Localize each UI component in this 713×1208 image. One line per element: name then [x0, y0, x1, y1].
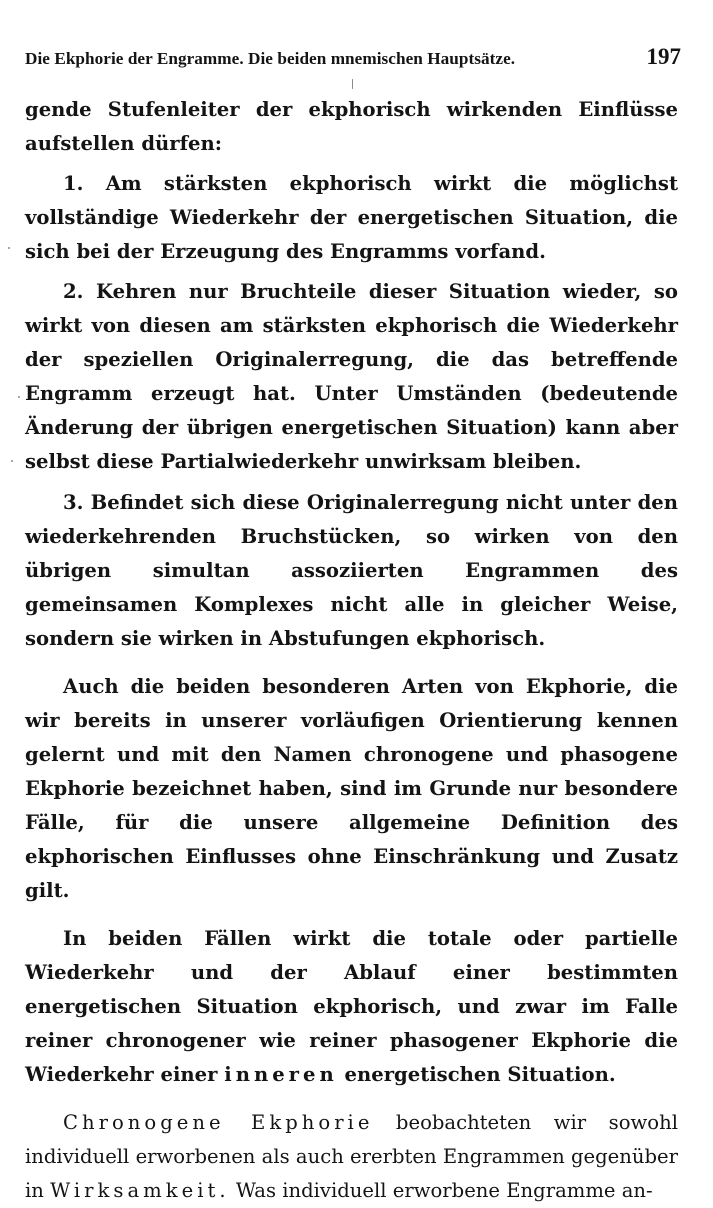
paragraph-text-part: energetischen Situation. [337, 1063, 616, 1087]
paragraph-text-part: beobachteten wir sowohl individuell erworbenen als auch ererbten Engrammen gegenüber in [25, 1111, 678, 1203]
paragraph-item-2: 2. Kehren nur Bruchteile dieser Situation wieder, so wirkt von diesen am stärksten ekphorisch die Wiederkehr der speziellen Originalerregung, die das betreffende Engramm erzeugt hat. Unter Umständen (bedeutende Änderung der übrigen energetischen Situation) kann aber selbst diese Partialwiederkehr unwirksam bleiben. [25, 280, 678, 474]
emphasized-term: Chronogene Ekphorie [63, 1111, 374, 1135]
paragraph-continuation: gende Stufenleiter der ekphorisch wirkenden Einflüsse aufstellen dürfen: [25, 98, 678, 156]
scan-speck [11, 460, 13, 462]
page-header [25, 44, 681, 78]
paragraph-text-part: Was individuell erworbene Engramme an- [229, 1179, 653, 1203]
body-text [25, 93, 678, 1208]
paragraph-beide-faelle [25, 922, 678, 1092]
page-number: 197 [646, 44, 681, 69]
scan-speck [8, 247, 10, 249]
paragraph-item-3: 3. Befindet sich diese Originalerregung nicht unter den wiederkehrenden Bruchstücken, so wirken von den übrigen simultan assoziierten Engrammen des gemeinsamen Komplexes nicht alle in gleicher Weise, sondern sie wirken in Abstufungen ekphorisch. [25, 490, 678, 650]
paragraph-ekphorie-arten: Auch die beiden besonderen Arten von Ekphorie, die wir bereits in unserer vorläufigen Orientierung kennen gelernt und mit den Namen chronogene und phasogene Ekphorie bezeichnet haben, sind im Grunde nur besondere Fälle, für die unsere allgemeine Definition des ekphorischen Einflusses ohne Einschränkung und Zusatz gilt. [25, 674, 678, 903]
emphasized-word: Wirksamkeit. [50, 1179, 230, 1203]
scan-speck [352, 79, 353, 89]
running-title: Die Ekphorie der Engramme. Die beiden mnemischen Hauptsätze. [25, 49, 516, 68]
scan-speck [18, 396, 20, 398]
paragraph-item-1: 1. Am stärksten ekphorisch wirkt die möglichst vollständige Wiederkehr der energetischen Situation, die sich bei der Erzeugung des Engramms vorfand. [25, 172, 678, 264]
paragraph-chronogene [25, 1106, 678, 1208]
emphasized-word: inneren [224, 1063, 338, 1087]
paragraph-text-part: In beiden Fällen wirkt die totale oder partielle Wiederkehr und der Ablauf einer bestimmten energetischen Situation ekphorisch, und zwar im Falle reiner chronogener wie reiner phasogener Ekphorie die Wiederkehr einer [25, 927, 678, 1087]
